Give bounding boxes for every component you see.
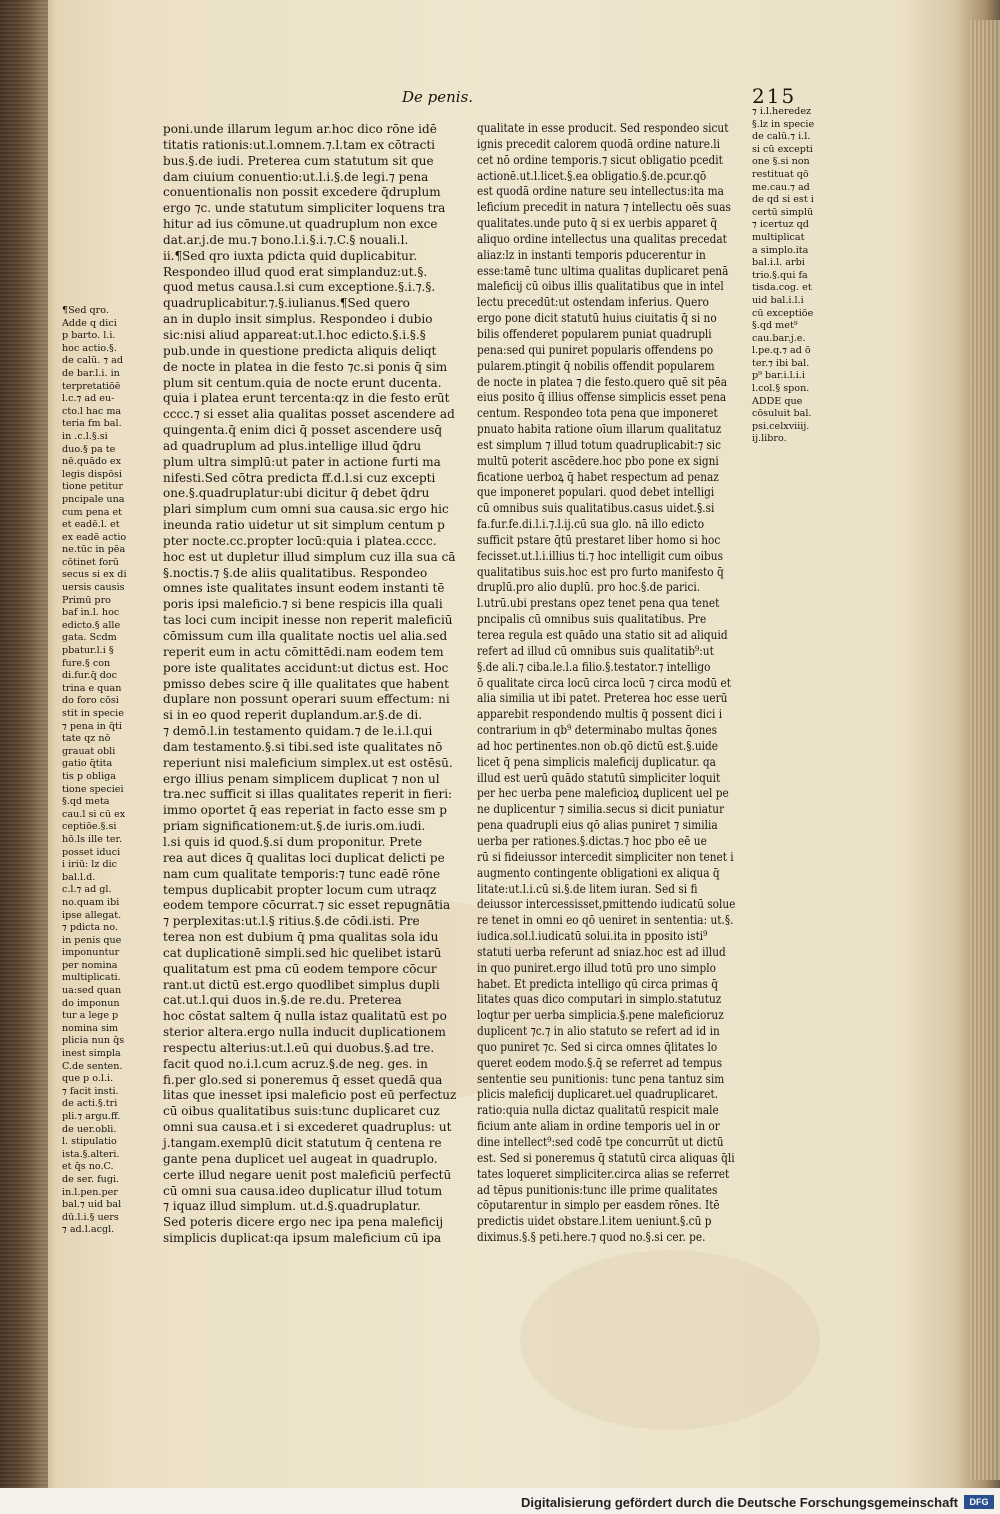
dfg-logo: DFG	[964, 1495, 994, 1509]
text-line: druplū.pro alio duplū. pro hoc.§.de parici.	[477, 580, 701, 595]
text-line: re tenet in omni eo qō ueniret in sententia: ut.§.	[477, 913, 734, 928]
text-line: ad quadruplum ad plus.intellige illud q̄dru	[163, 438, 422, 453]
gloss-line: bal.i.l. arbi	[752, 257, 805, 269]
text-line: duplicent ⁊c.⁊ in alio statuto se refert ad id in	[477, 1024, 720, 1039]
gloss-line: ista.§.alteri.	[62, 1148, 120, 1160]
text-line: tas loci cum incipit inesse non reperit maleficiū	[163, 613, 453, 628]
paper-wear	[520, 1250, 820, 1430]
text-line: que imponeret populari. quod debet intelligi	[477, 485, 715, 500]
text-column-left	[163, 122, 456, 1247]
gloss-line: psi.celxviiij.	[752, 420, 810, 432]
text-line: quingenta.q̄ enim dici q̄ posset ascendere usq̄	[163, 423, 443, 438]
gloss-line: cto.l hac ma	[62, 405, 122, 417]
gloss-line: de qd si est i	[752, 194, 814, 206]
gloss-line: terpretatiōē	[62, 380, 121, 392]
text-line: Respondeo illud quod erat simplanduz:ut.§.	[163, 264, 428, 279]
text-line: predictis uidet obstare.l.item ueniunt.§.cū p	[477, 1214, 712, 1229]
text-line: one.§.quadruplatur:ubi dicitur q̄ debet q̄dru	[163, 486, 430, 501]
text-line: j.tangam.exemplū dicit statutum q̄ centena re	[163, 1136, 442, 1150]
gloss-line: c.l.⁊ ad gl.	[62, 884, 112, 896]
gloss-line: certū simplū	[752, 206, 814, 218]
text-line: contrarium in qb⁹ determinabo multas q̄ones	[477, 723, 718, 738]
gloss-line: posset iduci	[62, 846, 121, 858]
text-line: dat.ar.j.de mu.⁊ bono.l.i.§.i.⁊.C.§ nouali.l.	[163, 232, 409, 247]
text-line: maleficij cū oibus illis qualitatibus que in intel	[477, 279, 724, 294]
gloss-line: a simplo.ita	[752, 244, 809, 256]
gloss-line: ¶Sed qro.	[62, 305, 109, 316]
text-line: nifesti.Sed cōtra predicta ff.d.l.si cuz excepti	[163, 470, 436, 485]
gloss-line: ex eadē actio	[62, 531, 127, 543]
text-line: fi.per glo.sed si poneremus q̄ esset quedā qua	[163, 1072, 443, 1087]
text-line: lectu precedūt:ut ostendam inferius. Quero	[477, 295, 709, 310]
text-line: eius posito q̄ illius offense simplicis esset pena	[477, 390, 727, 405]
text-line: ō qualitate circa locū circa locū ⁊ circa modū et	[477, 675, 731, 690]
gloss-line: hoc actio.§.	[62, 342, 117, 354]
gloss-line: ⁊ ad.l.acgl.	[62, 1224, 115, 1236]
text-line: gante pena duplicet uel augeat in quadruplo.	[163, 1151, 438, 1166]
text-line: Sed poteris dicere ergo nec ipa pena maleficij	[163, 1215, 444, 1230]
text-line: cū omni sua causa.ideo duplicatur illud totum	[163, 1183, 443, 1198]
gloss-line: p barto. l.i.	[62, 330, 116, 342]
gloss-line: ter.⁊ ibi bal.	[752, 357, 810, 369]
gloss-line: gatio q̄tita	[62, 758, 113, 770]
text-line: nam cum qualitate temporis:⁊ tunc eadē rōne	[163, 866, 441, 881]
gloss-line: tate qz nō	[62, 733, 111, 745]
gloss-line: cum pena et	[62, 506, 122, 518]
gloss-line: §.qd meta	[62, 796, 110, 808]
text-line: pncipalis cū omnibus suis qualitatibus. Pre	[477, 612, 707, 627]
text-line: cat duplicationē simpli.sed hic quelibet istarū	[163, 945, 442, 960]
text-line: reperit eum in actu cōmittēdi.nam eodem tem	[163, 644, 444, 659]
gloss-line: de bar.l.i. in	[62, 367, 120, 379]
text-line: pore iste qualitates accidunt:ut dictus est. Hoc	[163, 660, 449, 675]
text-line: sententie seu punitionis: tunc pena tantuz sim	[477, 1071, 725, 1086]
gloss-line: et q̄s no.C.	[62, 1161, 114, 1173]
gloss-line: tione petitur	[62, 481, 123, 493]
text-line: ergo ⁊c. unde statutum simpliciter loquens tra	[163, 201, 446, 216]
text-line: simplicis duplicat:qa ipsum maleficium cū ipa	[163, 1231, 442, 1246]
gloss-line: pli.⁊ argu.ff.	[62, 1111, 121, 1122]
gloss-line: tisda.cog. et	[752, 282, 812, 294]
gloss-line: per nomina	[62, 959, 118, 971]
text-line: plicis maleficij duplicaret.uel quadruplicaret.	[477, 1087, 719, 1102]
text-line: ⁊ perplexitas:ut.l.§ ritius.§.de cōdi.isti. Pre	[163, 914, 420, 929]
gloss-line: de calū.⁊ i.l.	[752, 131, 811, 143]
text-line: certe illud negare uenit post maleficiū perfectū	[163, 1167, 452, 1182]
text-line: dam testamento.§.si tibi.sed iste qualitates nō	[163, 739, 443, 754]
text-line: ineunda ratio uidetur ut sit simplum centum p	[163, 518, 445, 533]
text-line: cū omnibus suis qualitatibus.casus uidet.§.si	[477, 501, 715, 516]
text-line: dam ciuium conuentio:ut.l.i.§.de legi.⁊ pena	[163, 169, 429, 184]
gloss-line: cau.l si cū ex	[62, 808, 126, 820]
gloss-line: §.qd met⁹	[752, 320, 798, 332]
text-line: rant.ut dictū est.ergo quodlibet simplus dupli	[163, 977, 440, 992]
text-line: terea non est dubium q̄ pma qualitas sola idu	[163, 930, 439, 945]
gloss-line: grauat obli	[62, 745, 116, 757]
text-line: rū si fideiussor intercedit simpliciter non tenet i	[477, 849, 734, 864]
gloss-line: p⁹ bar.i.l.i.i	[752, 370, 805, 382]
text-line: ne duplicentur ⁊ similia.secus si dicit puniatur	[477, 802, 725, 817]
text-line: per hec uerba pene maleficioꝝ duplicent uel pe	[477, 786, 729, 801]
gloss-line: uid bal.i.l.i	[752, 294, 804, 306]
text-line: reperiunt nisi maleficium simplex.ut est ostēsū.	[163, 755, 453, 770]
text-line: illud est uerū quādo statutū simpliciter loquit	[477, 770, 721, 785]
gloss-line: de calū. ⁊ ad	[62, 355, 123, 367]
gloss-line: ua:sed quan	[62, 985, 122, 997]
text-line: esse:tamē tunc ultima qualitas duplicaret penā	[477, 263, 729, 278]
text-line: eodem tempore cōcurrat.⁊ sic esset repugnātia	[163, 898, 451, 913]
gloss-line: ij.libro.	[752, 433, 787, 445]
text-line: §.noctis.⁊ §.de aliis qualitatibus. Respondeo	[163, 565, 428, 580]
gloss-line: stit in specie	[62, 708, 124, 719]
gloss-line: imponuntur	[62, 947, 120, 959]
gloss-line: duo.§ pa te	[62, 443, 116, 455]
text-line: quod metus causa.l.si cum exceptione.§.i.⁊.§.	[163, 280, 436, 295]
gloss-line: multiplicati.	[62, 972, 121, 984]
gloss-line: Adde q dici	[62, 317, 117, 329]
text-line: pena quadrupli eius qō alias puniret ⁊ similia	[477, 818, 718, 833]
gloss-line: que p o.l.i.	[62, 1073, 114, 1085]
text-line: immo oportet q̄ eas reperiat in facto esse sm p	[163, 803, 447, 818]
text-line: litate:ut.l.i.cū si.§.de litem iuran. Sed si fi	[477, 881, 698, 896]
text-line: ficium ante aliam in ordine temporis uel in or	[477, 1119, 720, 1134]
text-line: est simplum ⁊ illud totum quadruplicabit:⁊ sic	[477, 437, 722, 452]
gloss-line: hō.ls ille ter.	[62, 833, 123, 845]
gloss-line: l. stipulatio	[62, 1136, 117, 1148]
text-line: priam significationem:ut.§.de iuris.om.iudi.	[163, 819, 426, 834]
text-line: plari simplum cum omni sua causa.sic ergo hic	[163, 502, 449, 517]
gloss-line: ⁊ facit insti.	[62, 1085, 119, 1097]
gloss-line: l.col.§ spon.	[752, 383, 810, 395]
gloss-line: restituat qō	[752, 168, 809, 180]
gloss-line: edicto.§ alle	[62, 619, 121, 631]
text-line: augmento contingente obligationi ex aliqua q̄	[477, 865, 720, 880]
gloss-line: multiplicat	[752, 231, 805, 243]
digitization-credit: Digitalisierung gefördert durch die Deutsche Forschungsgemeinschaft	[520, 1495, 958, 1510]
text-line: aliquo ordine intellectus una qualitas precedat	[477, 231, 727, 246]
text-line: hoc est ut dupletur illud simplum cuz illa sua cā	[163, 549, 456, 564]
text-line: licet q̄ pena simplicis maleficij duplicatur. qa	[477, 754, 716, 769]
gloss-line: de acti.§.tri	[62, 1098, 118, 1110]
gloss-line: pncipale una	[62, 493, 125, 505]
text-line: cōmissum cum illa qualitate noctis uel alia.sed	[163, 629, 448, 643]
page-number: 215	[752, 84, 797, 108]
gloss-line: tione speciei	[62, 783, 124, 795]
text-line: cat.ut.l.qui duos in.§.de re.du. Preterea	[163, 993, 402, 1008]
gloss-line: ne.tūc in pēa	[62, 544, 126, 556]
text-line: si in eo quod reperit duplandum.ar.§.de di.	[163, 708, 423, 723]
text-line: pularem.ptingit q̄ nobilis offendit popularem	[477, 358, 715, 373]
gloss-line: uersis causis	[62, 582, 125, 594]
text-line: ii.¶Sed qro iuxta pdicta quid duplicabitur.	[163, 248, 418, 263]
text-line: refert ad illud cū omnibus suis qualitatib⁹:ut	[477, 643, 714, 658]
text-column-right	[477, 121, 735, 1246]
text-line: est. Sed si poneremus q̄ statutū circa aliquas q̄li	[477, 1150, 735, 1165]
text-line: apparebit respondendo multis q̄ possent dici i	[477, 707, 723, 722]
text-line: tra.nec sufficit si illas qualitates reperit in fieri:	[163, 787, 453, 802]
text-line: de nocte in platea in die festo ⁊c.si ponis q̄ sim	[163, 359, 448, 374]
gloss-line: gata. Scdm	[62, 632, 117, 644]
text-line: ratio:quia nulla dictaz qualitatū respicit male	[477, 1103, 719, 1118]
gloss-line: nomina sim	[62, 1022, 119, 1034]
gloss-line: trio.§.qui fa	[752, 269, 808, 281]
text-line: habet. Et predicta intelligo qū circa primas q̄	[477, 976, 719, 991]
binding-edge	[0, 0, 48, 1514]
gloss-line: bal.l.d.	[62, 871, 96, 883]
gloss-line: dū.l.i.§ uers	[62, 1211, 119, 1223]
text-line: ad tēpus punitionis:tunc ille prime qualitates	[477, 1182, 718, 1197]
text-line: in quo puniret.ergo illud totū pro uno simplo	[477, 960, 716, 975]
text-line: omnes iste qualitates insunt eodem instanti tē	[163, 581, 445, 596]
gloss-line: in .c.l.§.si	[62, 430, 108, 442]
text-line: pter nocte.cc.propter locū:quia i platea.cccc.	[163, 533, 437, 548]
text-line: queret eodem modo.§.q̄ se referret ad tempus	[477, 1055, 722, 1070]
gloss-line: de uer.obli.	[62, 1123, 117, 1135]
text-line: titatis rationis:ut.l.omnem.⁊.l.tam ex cōtracti	[163, 137, 436, 152]
text-line: leficium precedit in natura ⁊ intellectu oēs suas	[477, 200, 731, 215]
text-line: ⁊ demō.l.in testamento quidam.⁊ de le.i.l.qui	[163, 724, 433, 739]
text-line: poni.unde illarum legum ar.hoc dico rōne idē	[163, 122, 437, 136]
text-line: respectu alterius:ut.l.eū qui duobus.§.ad tre.	[163, 1040, 435, 1055]
text-line: ad hoc pertinentes.non ob.qō dictū est.§.uide	[477, 738, 719, 753]
gloss-line: ⁊ pdicta no.	[62, 922, 119, 934]
text-line: litas que inesset ipsi maleficio post eū perfectuz	[163, 1088, 457, 1103]
text-line: §.de ali.⁊ ciba.le.l.a filio.§.testator.⁊ intelligo	[477, 659, 711, 674]
gloss-line: ⁊ i.l.heredez	[752, 106, 812, 117]
gloss-line: cōtinet forū	[62, 556, 119, 568]
gloss-line: do foro cōsi	[62, 695, 119, 707]
text-line: qualitates.unde puto q̄ si ex uerbis apparet q̄	[477, 216, 718, 231]
gloss-line: ceptiōe.§.si	[62, 821, 117, 833]
text-line: uerba per rationes.§.dictas.⁊ hoc pbo eē ue	[477, 833, 707, 848]
text-line: poris ipsi maleficio.⁊ si bene respicis illa quali	[163, 597, 443, 612]
text-line: ergo pone dicit statutū huius ciuitatis q̄ si no	[477, 311, 717, 326]
gloss-line: §.lz in specie	[752, 118, 815, 130]
text-line: tates loqueret simpliciter.circa alias se referret	[477, 1166, 730, 1181]
text-line: cet nō ordine temporis.⁊ sicut obligatio pcedit	[477, 152, 723, 167]
text-line: ergo illius penam simplicem duplicat ⁊ non ul	[163, 771, 440, 786]
text-line: l.si quis id quod.§.si dum proponitur. Prete	[163, 834, 423, 849]
text-line: multū poterit ascēdere.hoc pbo pone ex signi	[477, 453, 719, 468]
gloss-line: no.quam ibi	[62, 896, 120, 908]
gloss-line: baf in.l. hoc	[62, 607, 120, 619]
text-line: hitur ad ius cōmune.ut quadruplum non exce	[163, 217, 438, 232]
text-line: quadruplicabitur.⁊.§.iulianus.¶Sed quero	[163, 296, 410, 311]
gloss-line: di.fur.q̄ doc	[62, 670, 118, 682]
gloss-line: cū exceptiōe	[752, 307, 814, 319]
footer-band	[0, 1488, 1000, 1514]
gloss-line: one §.si non	[752, 156, 810, 168]
text-line: sterior altera.ergo nulla inducit duplicationem	[163, 1025, 446, 1040]
text-line: bilis offenderet popularem puniat quadrupli	[477, 326, 712, 341]
right-marginal-gloss	[752, 106, 814, 446]
text-line: aliaz:lz in instanti temporis pducerentur in	[477, 247, 706, 262]
text-line: qualitate in esse producit. Sed respondeo sicut	[477, 121, 729, 135]
gloss-line: l.c.⁊ ad eu-	[62, 393, 115, 405]
text-line: pub.unde in questione predicta aliquis deliqt	[163, 343, 437, 358]
text-line: qualitatum est pma cū eodem tempore cōcur	[163, 961, 437, 976]
gloss-line: fure.§ con	[62, 657, 111, 669]
text-line: conuentionalis non possit excedere q̄druplum	[163, 185, 441, 200]
gloss-line: pbatur.l.i §	[62, 645, 114, 657]
gloss-line: ipse allegat.	[62, 909, 122, 921]
text-line: cccc.⁊ si esset alia qualitas posset ascendere ad	[163, 407, 455, 422]
gloss-line: secus si ex di	[62, 569, 127, 581]
text-line: hoc cōstat saltem q̄ nulla istaz qualitatū est po	[163, 1009, 447, 1024]
text-line: deiussor intercessisset,pmittendo iudicatū solue	[477, 897, 736, 912]
gloss-line: tur a lege p	[62, 1010, 119, 1022]
text-line: fa.fur.fe.di.l.i.⁊.l.ij.cū sua glo. nā illo edicto	[477, 517, 705, 532]
text-line: bus.§.de iudi. Preterea cum statutum sit que	[163, 153, 434, 168]
gloss-line: tis p obliga	[62, 770, 117, 782]
text-line: sic:nisi aliud appareat:ut.l.hoc edicto.§.i.§.§	[163, 327, 426, 342]
gloss-line: trina e quan	[62, 682, 122, 694]
gloss-line: l.pe.q.⁊ ad ō	[752, 345, 811, 357]
gloss-line: teria fm bal.	[62, 418, 122, 430]
text-line: omni sua causa.et i si excederet quadruplus: ut	[163, 1120, 452, 1135]
text-line: centum. Respondeo tota pena que imponeret	[477, 406, 718, 421]
text-line: fecisset.ut.l.i.illius ti.⁊ hoc intelligit cum oibus	[477, 548, 723, 563]
text-line: alia similia ut ibi patet. Preterea hoc esse uerū	[477, 691, 728, 706]
page-stack-edge	[970, 20, 1000, 1480]
text-line: l.utrū.ubi prestans opez tenet pena qua tenet	[477, 596, 720, 611]
gloss-line: i iriū: lz dic	[62, 859, 118, 871]
text-line: litates quas dico computari in simplo.statutuz	[477, 992, 722, 1007]
gloss-line: inest simpla	[62, 1048, 121, 1060]
text-line: ignis precedit calorem quodā ordine nature.li	[477, 136, 721, 151]
text-line: plum ultra simplū:ut pater in actione furti ma	[163, 454, 441, 469]
text-line: tempus duplicabit propter locum cum utraqz	[163, 882, 437, 897]
gloss-line: cōsuluit bal.	[752, 408, 812, 420]
text-line: ⁊ iquaz illud simplum. ut.d.§.quadruplatur.	[163, 1199, 421, 1214]
text-line: rea aut dices q̄ qualitas loci duplicat delicti pe	[163, 850, 445, 865]
gloss-line: cau.bar.j.e.	[752, 332, 806, 344]
gloss-line: do imponun	[62, 997, 120, 1009]
text-line: duplare non possunt operari suum effectum: ni	[163, 692, 450, 707]
gloss-line: in.l.pen.per	[62, 1186, 118, 1198]
gloss-line: ⁊ icertuz qd	[752, 219, 809, 231]
gloss-line: plicia nun q̄s	[62, 1035, 125, 1047]
text-line: iudica.sol.l.iudicatū solui.ita in pposito isti⁹	[477, 929, 708, 944]
text-line: dine intellect⁹:sed codē tpe concurrūt ut dictū	[477, 1135, 724, 1149]
running-title: De penis.	[402, 88, 474, 106]
text-line: est quodā ordine nature seu intellectus:ita ma	[477, 184, 724, 199]
gloss-line: ADDE que	[752, 395, 803, 407]
gloss-line: bal.⁊ uid bal	[62, 1199, 122, 1211]
text-line: cū oibus qualitatibus suis:tunc duplicaret cuz	[163, 1104, 440, 1119]
text-line: cōputarentur in simplo per easdem rōnes. Itē	[477, 1198, 720, 1213]
gloss-line: me.cau.⁊ ad	[752, 181, 810, 193]
text-line: qualitatibus suis.hoc est pro furto manifesto q̄	[477, 564, 724, 579]
text-line: de nocte in platea ⁊ die festo.quero quē sit pēa	[477, 374, 728, 389]
text-line: sufficit pstare q̄tū prestaret liber homo si hoc	[477, 532, 721, 547]
left-marginal-gloss	[62, 305, 127, 1237]
text-line: pena:sed qui puniret popularis offendens po	[477, 342, 714, 357]
gloss-line: C.de senten.	[62, 1060, 123, 1072]
gloss-line: Primū pro	[62, 594, 111, 606]
text-line: plum sit centum.quia de nocte erunt ducenta.	[163, 375, 442, 390]
gloss-line: ⁊ pena in q̄ti	[62, 720, 122, 732]
text-line: ficatione uerboꝝ q̄ habet respectum ad penaz	[477, 469, 719, 484]
gloss-line: et eadē.l. et	[62, 519, 120, 531]
text-line: quo puniret ⁊c. Sed si circa omnes q̄litates lo	[477, 1039, 718, 1054]
text-line: statuti uerba referunt ad sniaz.hoc est ad illud	[477, 944, 726, 959]
gloss-line: de ser. fugi.	[62, 1173, 120, 1185]
text-line: pnuato habita ratione oīum illarum qualitatuz	[477, 422, 722, 437]
text-line: pmisso debes scire q̄ ille qualitates que habent	[163, 676, 449, 691]
text-line: an in duplo insit simplus. Respondeo i dubio	[163, 312, 433, 327]
gloss-line: in penis que	[62, 934, 122, 946]
text-line: quia i platea erunt tercenta:qz in die festo erūt	[163, 391, 450, 406]
text-line: terea regula est quādo una statio sit ad aliquid	[477, 628, 728, 642]
text-line: facit quod no.i.l.cum acruz.§.de neg. ges. in	[163, 1056, 428, 1071]
text-line: loqtur per uerba simplicia.§.pene maleficioruz	[477, 1008, 724, 1023]
text-line: diximus.§.§ peti.here.⁊ quod no.§.si cer. pe.	[477, 1230, 706, 1245]
text-line: actionē.ut.l.licet.§.ea obligatio.§.de.pcur.qō	[477, 168, 707, 183]
gloss-line: si cū excepti	[752, 143, 813, 155]
gloss-line: legis dispōsi	[62, 468, 122, 480]
gloss-line: nē.quādo ex	[62, 456, 122, 468]
